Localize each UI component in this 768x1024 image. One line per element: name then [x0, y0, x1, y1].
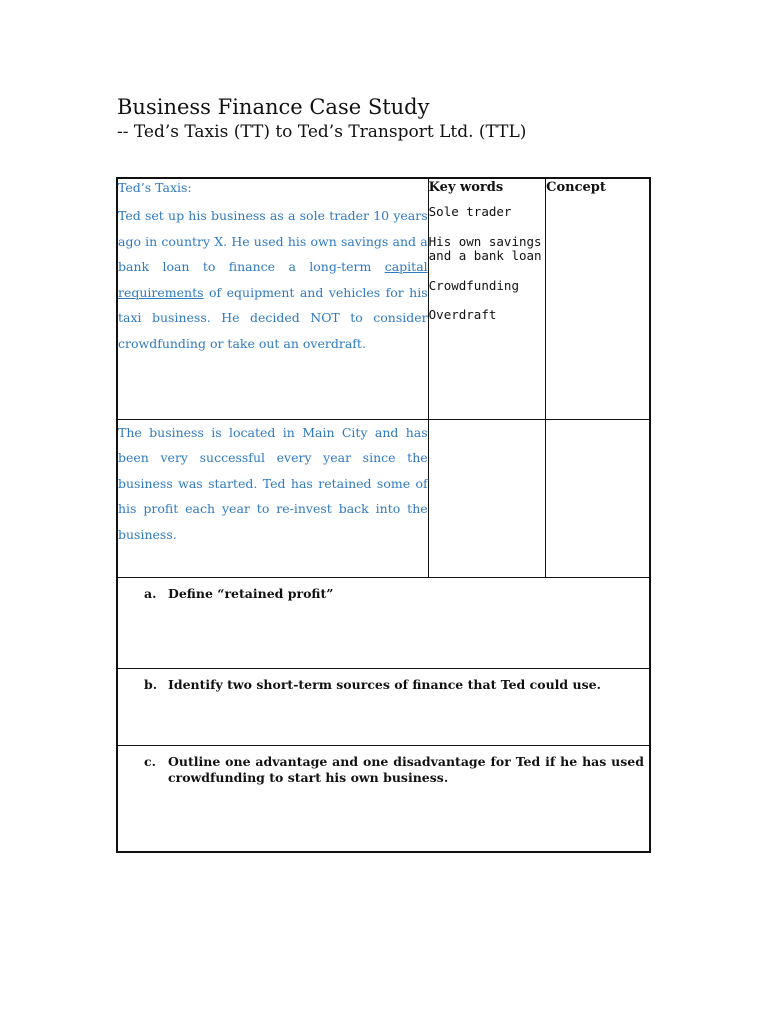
- question-b-cell[interactable]: [117, 668, 650, 745]
- question-c: [118, 746, 649, 786]
- list-item: Crowdfunding: [428, 277, 519, 293]
- question-letter: b.: [144, 676, 158, 692]
- question-text: Define “retained profit”: [168, 585, 334, 601]
- table-row: [117, 577, 650, 668]
- section-heading: Ted’s Taxis:: [118, 180, 192, 195]
- case-paragraph-1: [118, 203, 428, 356]
- case-text-cell: [117, 419, 428, 577]
- list-item: Sole trader: [428, 204, 512, 219]
- case-text-cell: [117, 178, 428, 419]
- table-row: [117, 178, 650, 419]
- question-a: [118, 578, 649, 602]
- page-title: Business Finance Case Study: [117, 95, 430, 119]
- question-c-cell[interactable]: [117, 745, 650, 852]
- case-paragraph-2: The business is located in Main City and has been very successful every year since the business was started. Ted has retained some of his profit each year to re-invest back into the business.: [118, 424, 428, 542]
- table-row: [117, 419, 650, 577]
- concept-empty-cell[interactable]: [546, 419, 650, 577]
- key-words-list: [429, 205, 545, 323]
- list-item: His own savings and a bank loan: [428, 233, 542, 263]
- question-text: Identify two short-term sources of finance that Ted could use.: [168, 676, 601, 692]
- question-b: [118, 669, 649, 693]
- paragraph-text: Ted set up his business as a sole trader 10 years ago in country X. He used his own savings and a bank loan to finance a long-term: [118, 208, 428, 274]
- question-a-cell[interactable]: [117, 577, 650, 668]
- table-row: [117, 668, 650, 745]
- concept-header: Concept: [546, 180, 606, 195]
- page-subtitle: -- Ted’s Taxis (TT) to Ted’s Transport Ltd. (TTL): [117, 122, 527, 142]
- key-words-cell: [428, 178, 545, 419]
- question-letter: a.: [144, 585, 157, 601]
- concept-cell: [546, 178, 650, 419]
- question-letter: c.: [144, 753, 156, 769]
- paragraph-text: of equipment and vehicles for his taxi business. He decided NOT to consider crowdfunding or take out an overdraft.: [118, 284, 428, 351]
- case-study-table: [116, 177, 651, 853]
- question-text: Outline one advantage and one disadvantage for Ted if he has used crowdfunding to start his own business.: [168, 753, 644, 785]
- list-item: Overdraft: [428, 307, 497, 322]
- key-words-empty-cell[interactable]: [428, 419, 545, 577]
- underlined-term: capital requirements: [118, 259, 428, 300]
- key-words-header: Key words: [428, 180, 504, 195]
- table-row: [117, 745, 650, 852]
